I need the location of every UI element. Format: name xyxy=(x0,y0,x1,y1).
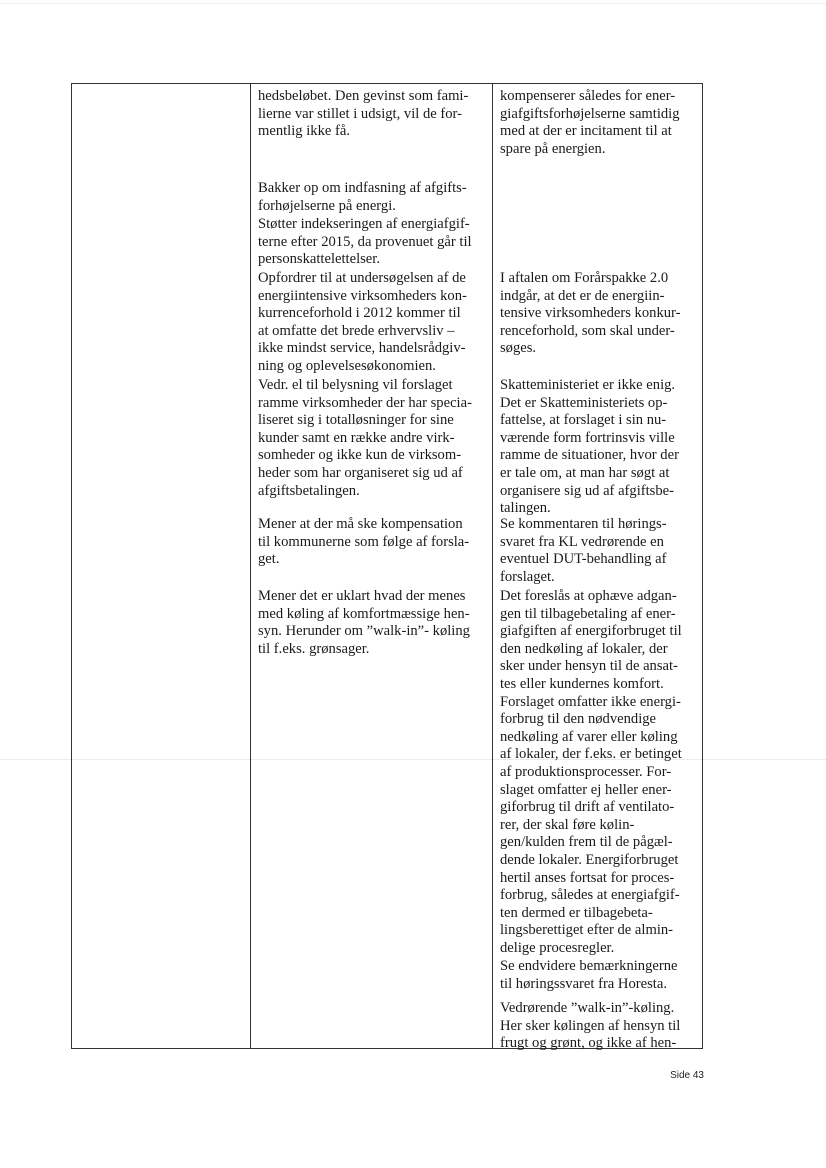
paragraph: Det foreslås at ophæve adgan- gen til tilbagebetaling af ener- giafgiften af energiforbruget til den nedkøling af lokaler, der sker under hensyn til de ansat- tes eller kundernes komfort. Forslaget omfatter ikke energi- forbrug til den nødvendige nedkøling af varer eller køling af lokaler, der f.eks. er betinget af produktionsprocesser. For- slaget omfatter ej heller ener- giforbrug til drift af ventilato- rer, der skal føre kølin- gen/kulden frem til de pågæl- dende lokaler. Energiforbruget hertil anses fortsat for proces- forbrug, således at energiafgif- ten dermed er tilbagebeta- lingsberettiget efter de almin- delige procesregler. xyxy=(500,588,682,956)
page-number: Side 43 xyxy=(670,1070,704,1081)
paragraph: kompenserer således for ener- giafgiftsforhøjelserne samtidig med at der er incitament til at spare på energien. xyxy=(500,88,680,157)
paragraph: Skatteministeriet er ikke enig. Det er Skatteministeriets op- fattelse, at forslaget i sin nu- værende form fortrinsvis ville ramme de situationer, hvor der er tale om, at man har søgt at organisere sig ud af afgiftsbe- talingen. xyxy=(500,377,679,517)
column-divider xyxy=(250,84,251,1048)
paragraph: Se endvidere bemærkningerne til høringssvaret fra Horesta. xyxy=(500,958,678,992)
hearing-response-table xyxy=(71,83,703,1052)
paragraph: Mener at der må ske kompensation til kommunerne som følge af forsla- get. xyxy=(258,516,470,568)
column-divider xyxy=(492,84,493,1048)
scan-artifact-line xyxy=(0,3,826,4)
paragraph: Bakker op om indfasning af afgifts- forhøjelserne på energi. xyxy=(258,180,467,214)
paragraph: Opfordrer til at undersøgelsen af de energiintensive virksomheders kon- kurrenceforhold i 2012 kommer til at omfatte det brede erhvervsliv – ikke mindst service, handelsrådgiv- ning og oplevelsesøkonomien. xyxy=(258,270,467,374)
paragraph: Mener det er uklart hvad der menes med køling af komfortmæssige hen- syn. Herunder om ”walk-in”- køling til f.eks. grønsager. xyxy=(258,588,470,657)
paragraph: Vedrørende ”walk-in”-køling. Her sker kølingen af hensyn til frugt og grønt, og ikke af hen- xyxy=(500,1000,681,1052)
paragraph: Støtter indekseringen af energiafgif- terne efter 2015, da provenuet går til personskattelettelser. xyxy=(258,216,472,268)
paragraph: Vedr. el til belysning vil forslaget ramme virksomheder der har specia- liseret sig i totalløsninger for sine kunder samt en række andre virk- somheder og ikke kun de virksom- heder som har organiseret sig ud af afgiftsbetalingen. xyxy=(258,377,472,499)
paragraph: Se kommentaren til hørings- svaret fra KL vedrørende en eventuel DUT-behandling af forslaget. xyxy=(500,516,667,585)
paragraph: I aftalen om Forårspakke 2.0 indgår, at det er de energiin- tensive virksomheders konkur- renceforhold, som skal under- søges. xyxy=(500,270,681,357)
paragraph: hedsbeløbet. Den gevinst som fami- lierne var stillet i udsigt, vil de for- mentlig ikke få. xyxy=(258,88,469,140)
